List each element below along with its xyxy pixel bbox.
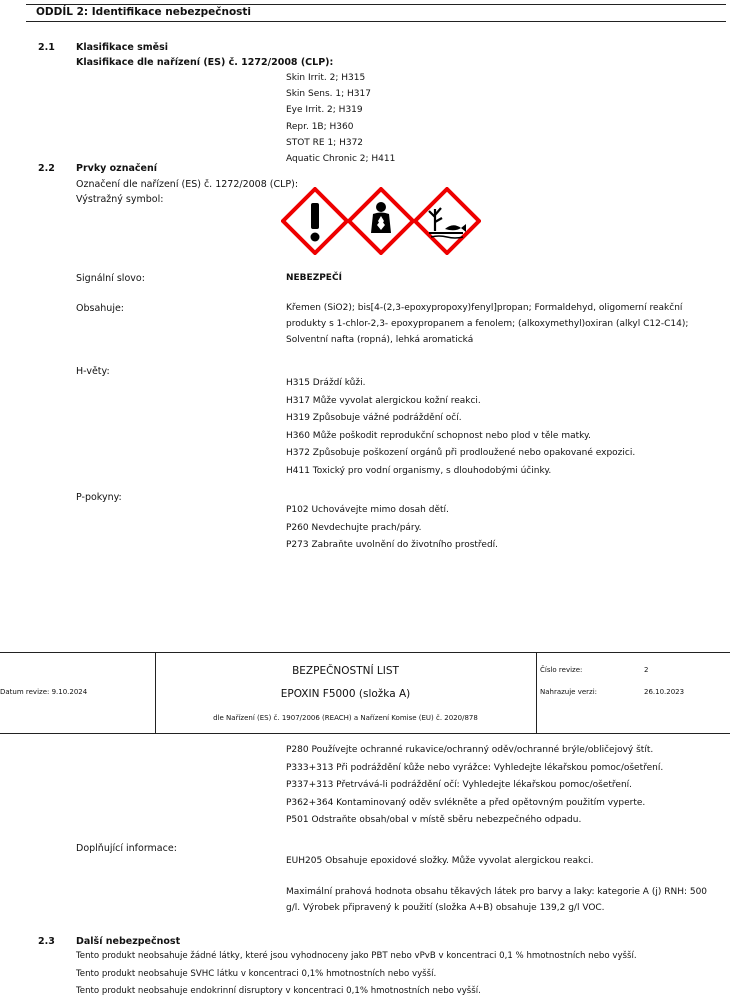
section-2-2-number: 2.2 <box>38 163 55 174</box>
exclamation-mark-pictogram <box>281 187 349 255</box>
section-2-1-subtitle: Klasifikace dle nařízení (ES) č. 1272/2008 (CLP): <box>76 57 334 68</box>
h-statement: H317 Může vyvolat alergickou kožní reakci. <box>286 395 481 406</box>
signal-word: NEBEZPEČÍ <box>286 273 342 283</box>
signal-word-label: Signální slovo: <box>76 273 145 284</box>
h-statement: H315 Dráždí kůži. <box>286 378 366 388</box>
euh-statement: EUH205 Obsahuje epoxidové složky. Může vyvolat alergickou reakci. <box>286 856 594 866</box>
other-hazard-line: Tento produkt neobsahuje žádné látky, které jsou vyhodnoceny jako PBT nebo vPvB v koncentraci 0,1 % hmotnostních nebo vyšší. <box>76 951 637 961</box>
section-2-2-title: Prvky označení <box>76 163 157 174</box>
h-statement: H372 Způsobuje poškození orgánů při prodloužené nebo opakované expozici. <box>286 448 636 459</box>
contains-text: Křemen (SiO2); bis[4-(2,3-epoxypropoxy)fenyl]propan; Formaldehyd, oligomerní reakční produkty s 1-chlor-2,3- epoxypropanem a fenolem; (alkoxymethyl)oxiran (alkyl C12-C14); Solventní nafta (ropná), lehká aromatická <box>286 303 689 345</box>
document-title: BEZPEČNOSTNÍ LIST <box>292 665 399 677</box>
contains-label: Obsahuje: <box>76 303 125 314</box>
p-statements-list <box>286 502 498 555</box>
other-hazards-list <box>76 948 637 1001</box>
h-statements-list <box>286 375 635 481</box>
p-statement: P333+313 Při podráždění kůže nebo vyrážce: Vyhledejte lékařskou pomoc/ošetření. <box>286 762 664 773</box>
h-statement: H360 Může poškodit reprodukční schopnost nebo plod v těle matky. <box>286 430 591 441</box>
section-2-3-title: Další nebezpečnost <box>76 936 181 947</box>
p-statement: P362+364 Kontaminovaný oděv svlékněte a před opětovným použitím vyperte. <box>286 797 646 808</box>
replaces-value: 26.10.2023 <box>644 688 685 696</box>
p-statements-continued <box>286 742 663 830</box>
section-2-1-number: 2.1 <box>38 42 55 53</box>
replaces-label: Nahrazuje verzi: <box>540 688 598 696</box>
section-2-2-subtitle: Označení dle nařízení (ES) č. 1272/2008 (CLP): <box>76 179 299 190</box>
other-hazard-line: Tento produkt neobsahuje SVHC látku v koncentraci 0,1% hmotnostních nebo vyšší. <box>76 968 437 979</box>
footer-divider <box>536 653 537 733</box>
section-2-1-title: Klasifikace směsi <box>76 42 168 53</box>
voc-statement: Maximální prahová hodnota obsahu těkavých látek pro barvy a laky: kategorie A (j) RNH: 500 g/l. Výrobek připravený k použití (složka A+B) obsahuje 139,2 g/l VOC. <box>286 887 708 913</box>
h-statement: H411 Toxický pro vodní organismy, s dlouhodobými účinky. <box>286 465 552 476</box>
p-statement: P260 Nevdechujte prach/páry. <box>286 522 422 533</box>
health-hazard-pictogram <box>347 187 415 255</box>
environment-pictogram <box>413 187 481 255</box>
p-statement: P337+313 Přetrvává-li podráždění očí: Vyhledejte lékařskou pomoc/ošetření. <box>286 780 633 791</box>
p-statement: P102 Uchovávejte mimo dosah dětí. <box>286 505 449 515</box>
classification-item: Skin Sens. 1; H317 <box>286 89 371 100</box>
classification-item: Skin Irrit. 2; H315 <box>286 73 366 83</box>
section-title: ODDÍL 2: Identifikace nebezpečnosti <box>36 6 252 18</box>
p-statements-label: P-pokyny: <box>76 492 122 503</box>
section-2-3-number: 2.3 <box>38 936 55 947</box>
other-hazard-line: Tento produkt neobsahuje endokrinní disruptory v koncentraci 0,1% hmotnostních nebo vyšší. <box>76 986 481 997</box>
regulation-text: dle Nařízení (ES) č. 1907/2006 (REACH) a Nařízení Komise (EU) č. 2020/878 <box>213 714 478 722</box>
classification-item: Repr. 1B; H360 <box>286 121 354 132</box>
revision-number-label: Číslo revize: <box>540 666 583 674</box>
p-statement: P501 Odstraňte obsah/obal v místě sběru nebezpečného odpadu. <box>286 815 582 826</box>
p-statement: P280 Používejte ochranné rukavice/ochranný oděv/ochranné brýle/obličejový štít. <box>286 745 654 755</box>
h-statements-label: H-věty: <box>76 366 110 377</box>
classification-item: Eye Irrit. 2; H319 <box>286 105 363 116</box>
product-name: EPOXIN F5000 (složka A) <box>280 688 411 700</box>
supplementary-info-label: Doplňující informace: <box>76 843 177 854</box>
document-footer <box>0 652 730 734</box>
classification-item: Aquatic Chronic 2; H411 <box>286 154 396 165</box>
p-statement: P273 Zabraňte uvolnění do životního prostředí. <box>286 540 499 551</box>
classification-list <box>286 70 395 167</box>
revision-date: Datum revize: 9.10.2024 <box>0 688 88 696</box>
symbol-label: Výstražný symbol: <box>76 194 164 205</box>
classification-item: STOT RE 1; H372 <box>286 137 364 148</box>
revision-number: 2 <box>644 666 649 674</box>
h-statement: H319 Způsobuje vážné podráždění očí. <box>286 413 462 424</box>
